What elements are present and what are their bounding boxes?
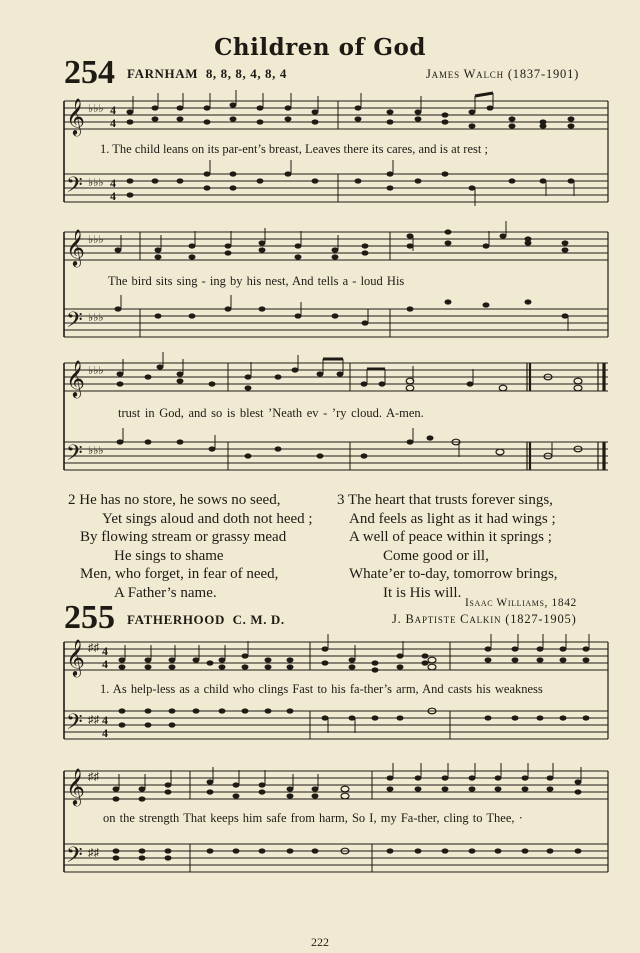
verse-2 xyxy=(68,491,313,603)
svg-text:4: 4 xyxy=(102,657,108,671)
verse-line: Come good or ill, xyxy=(383,547,489,564)
svg-text:♭♭♭: ♭♭♭ xyxy=(88,365,104,377)
svg-text:♯♯: ♯♯ xyxy=(88,642,99,654)
bass-clef-icon: 𝄢 xyxy=(66,843,83,872)
bass-clef-icon: 𝄢 xyxy=(66,173,83,202)
svg-text:4: 4 xyxy=(102,644,108,658)
verse-line: Men, who forget, in fear of need, xyxy=(80,566,279,583)
author-credit: Isaac Williams, 1842 xyxy=(465,597,577,609)
svg-text:♭♭♭: ♭♭♭ xyxy=(88,103,104,115)
bass-clef-icon: 𝄢 xyxy=(66,441,83,470)
verse-line: A well of peace within it springs ; xyxy=(349,529,552,546)
tune-title: FARNHAM xyxy=(127,66,199,81)
page-number: 222 xyxy=(311,935,329,949)
verse-line: It is His will. xyxy=(383,584,462,601)
treble-clef-icon: 𝄞 xyxy=(66,98,85,134)
hymn-number: 254 xyxy=(64,54,115,91)
verse-line: A Father’s name. xyxy=(114,584,217,601)
verse-3 xyxy=(337,491,558,603)
lyric-line: 1. The child leans on its par-ent’s breast, Leaves there its cares, and is at rest ; xyxy=(100,142,488,156)
composer-dates: (1837-1901) xyxy=(507,67,580,81)
tune-name xyxy=(127,612,285,628)
verse-line: By flowing stream or grassy mead xyxy=(80,529,287,546)
svg-text:4: 4 xyxy=(110,176,116,190)
author-name: Isaac Williams xyxy=(465,597,545,609)
svg-text:4: 4 xyxy=(110,189,116,203)
treble-clef-icon: 𝄞 xyxy=(66,360,85,396)
author-year: 1842 xyxy=(551,597,577,609)
svg-text:♯♯: ♯♯ xyxy=(88,847,99,859)
svg-text:♯♯: ♯♯ xyxy=(88,771,99,783)
composer-name: James Walch xyxy=(426,67,504,81)
lyric-line: 1. As help-less as a child who clings Fast to his fa-ther’s arm, And casts his weakness xyxy=(100,682,543,696)
treble-clef-icon: 𝄞 xyxy=(66,639,85,675)
composer-name: J. Baptiste Calkin xyxy=(392,612,502,626)
lyric-line: trust in God, and so is blest ’Neath ev - ’ry cloud. A-men. xyxy=(118,406,424,420)
bass-clef-icon: 𝄢 xyxy=(66,308,83,337)
bass-staff xyxy=(64,174,608,202)
tune-meter: C. M. D. xyxy=(232,612,285,627)
verse-line: And feels as light as it had wings ; xyxy=(349,510,556,527)
tune-title: FATHERHOOD xyxy=(127,612,225,627)
verse-line: 3 The heart that trusts forever sings, xyxy=(337,492,553,508)
svg-text:4: 4 xyxy=(102,713,108,727)
bass-clef-icon: 𝄢 xyxy=(66,710,83,739)
lyric-line: on the strength That keeps him safe from harm, So I, my Fa-ther, cling to Thee, · xyxy=(103,811,523,825)
lyric-line: The bird sits sing - ing by his nest, And tells a - loud His xyxy=(108,274,405,288)
treble-staff xyxy=(64,101,608,129)
hymn-number: 255 xyxy=(64,599,115,636)
composer-dates: (1827-1905) xyxy=(505,612,577,626)
svg-text:♭♭♭: ♭♭♭ xyxy=(88,177,104,189)
svg-text:♯♯: ♯♯ xyxy=(88,714,99,726)
tune-name xyxy=(127,66,287,82)
svg-text:4: 4 xyxy=(102,726,108,740)
page-title: Children of God xyxy=(214,34,426,61)
svg-text:♭♭♭: ♭♭♭ xyxy=(88,445,104,457)
svg-text:♭♭♭: ♭♭♭ xyxy=(88,312,104,324)
treble-clef-icon: 𝄞 xyxy=(66,229,85,265)
treble-clef-icon: 𝄞 xyxy=(66,768,85,804)
tune-meter: 8, 8, 8, 4, 8, 4 xyxy=(205,66,287,81)
svg-text:♭♭♭: ♭♭♭ xyxy=(88,234,104,246)
verse-line: Whate’er to-day, tomorrow brings, xyxy=(349,566,558,583)
composer-credit xyxy=(392,612,577,627)
svg-text:4: 4 xyxy=(110,103,116,117)
composer-credit xyxy=(426,67,579,82)
svg-text:4: 4 xyxy=(110,116,116,130)
verse-line: 2 He has no store, he sows no seed, xyxy=(68,492,281,508)
verse-line: Yet sings aloud and doth not heed ; xyxy=(102,510,313,527)
verse-line: He sings to shame xyxy=(114,547,224,564)
